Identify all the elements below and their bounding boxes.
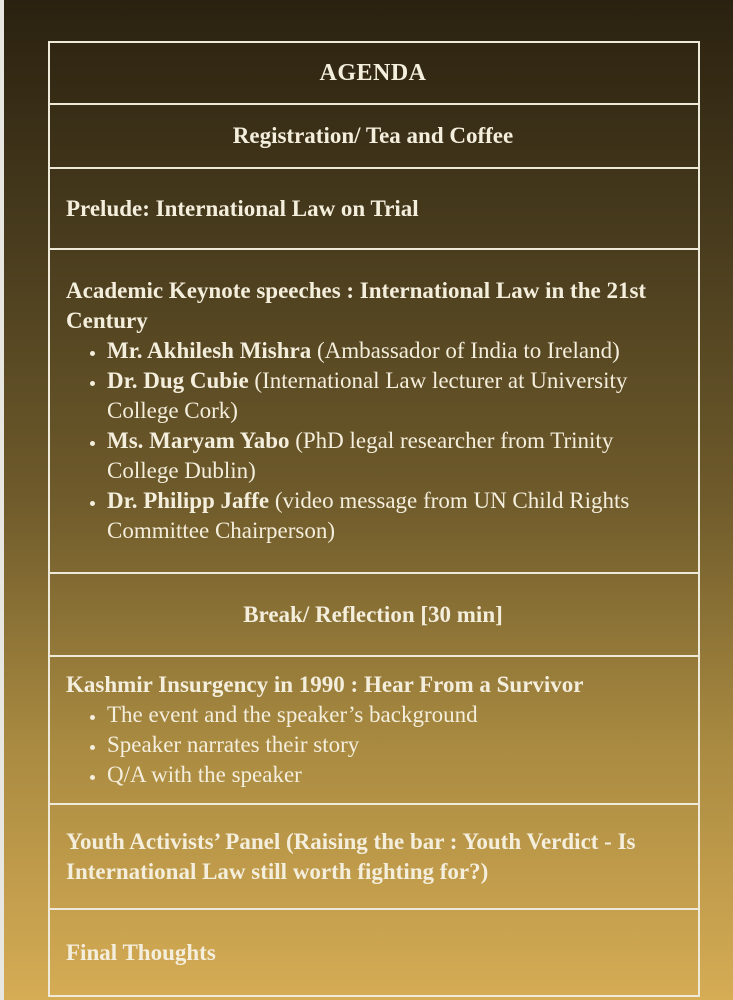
final-thoughts-label: Final Thoughts [66,939,216,965]
speaker-item [107,486,680,546]
agenda-table [48,41,700,997]
speaker-name: Dr. Dug Cubie [107,368,249,393]
speaker-desc: (video message from UN Child Rights Committee Chairperson) [107,488,630,543]
speaker-item [107,426,680,486]
speaker-item [107,336,680,366]
prelude-label: Prelude: International Law on Trial [66,195,419,221]
speaker-desc: (Ambassador of India to Ireland) [311,338,620,363]
registration-row [50,103,698,167]
kashmir-row [50,655,698,803]
speaker-desc: (International Law lecturer at University College Cork) [107,368,628,423]
agenda-title-row [50,43,698,103]
speaker-name: Ms. Maryam Yabo [107,428,290,453]
youth-panel-label: Youth Activists’ Panel (Raising the bar : Youth Verdict - Is International Law still worth fighting for?) [66,828,636,884]
kashmir-list [66,700,680,790]
keynote-row [50,248,698,572]
speaker-name: Mr. Akhilesh Mishra [107,338,312,363]
break-row [50,572,698,655]
speaker-list [66,336,680,546]
speaker-desc: (PhD legal researcher from Trinity College Dublin) [107,428,614,483]
agenda-title: AGENDA [319,60,427,86]
kashmir-heading: Kashmir Insurgency in 1990 : Hear From a Survivor [66,672,584,697]
keynote-heading: Academic Keynote speeches : International Law in the 21st Century [66,278,647,333]
left-edge-strip [0,0,4,1000]
youth-panel-row [50,803,698,908]
speaker-item [107,366,680,426]
kashmir-item: • Speaker narrates their story [107,730,680,760]
speaker-name: Dr. Philipp Jaffe [107,488,270,513]
kashmir-item: • The event and the speaker’s background [107,700,680,730]
registration-label: Registration/ Tea and Coffee [232,123,514,148]
break-label: Break/ Reflection [30 min] [243,601,503,627]
kashmir-item: • Q/A with the speaker [107,760,680,790]
final-thoughts-row [50,908,698,995]
prelude-row [50,167,698,248]
